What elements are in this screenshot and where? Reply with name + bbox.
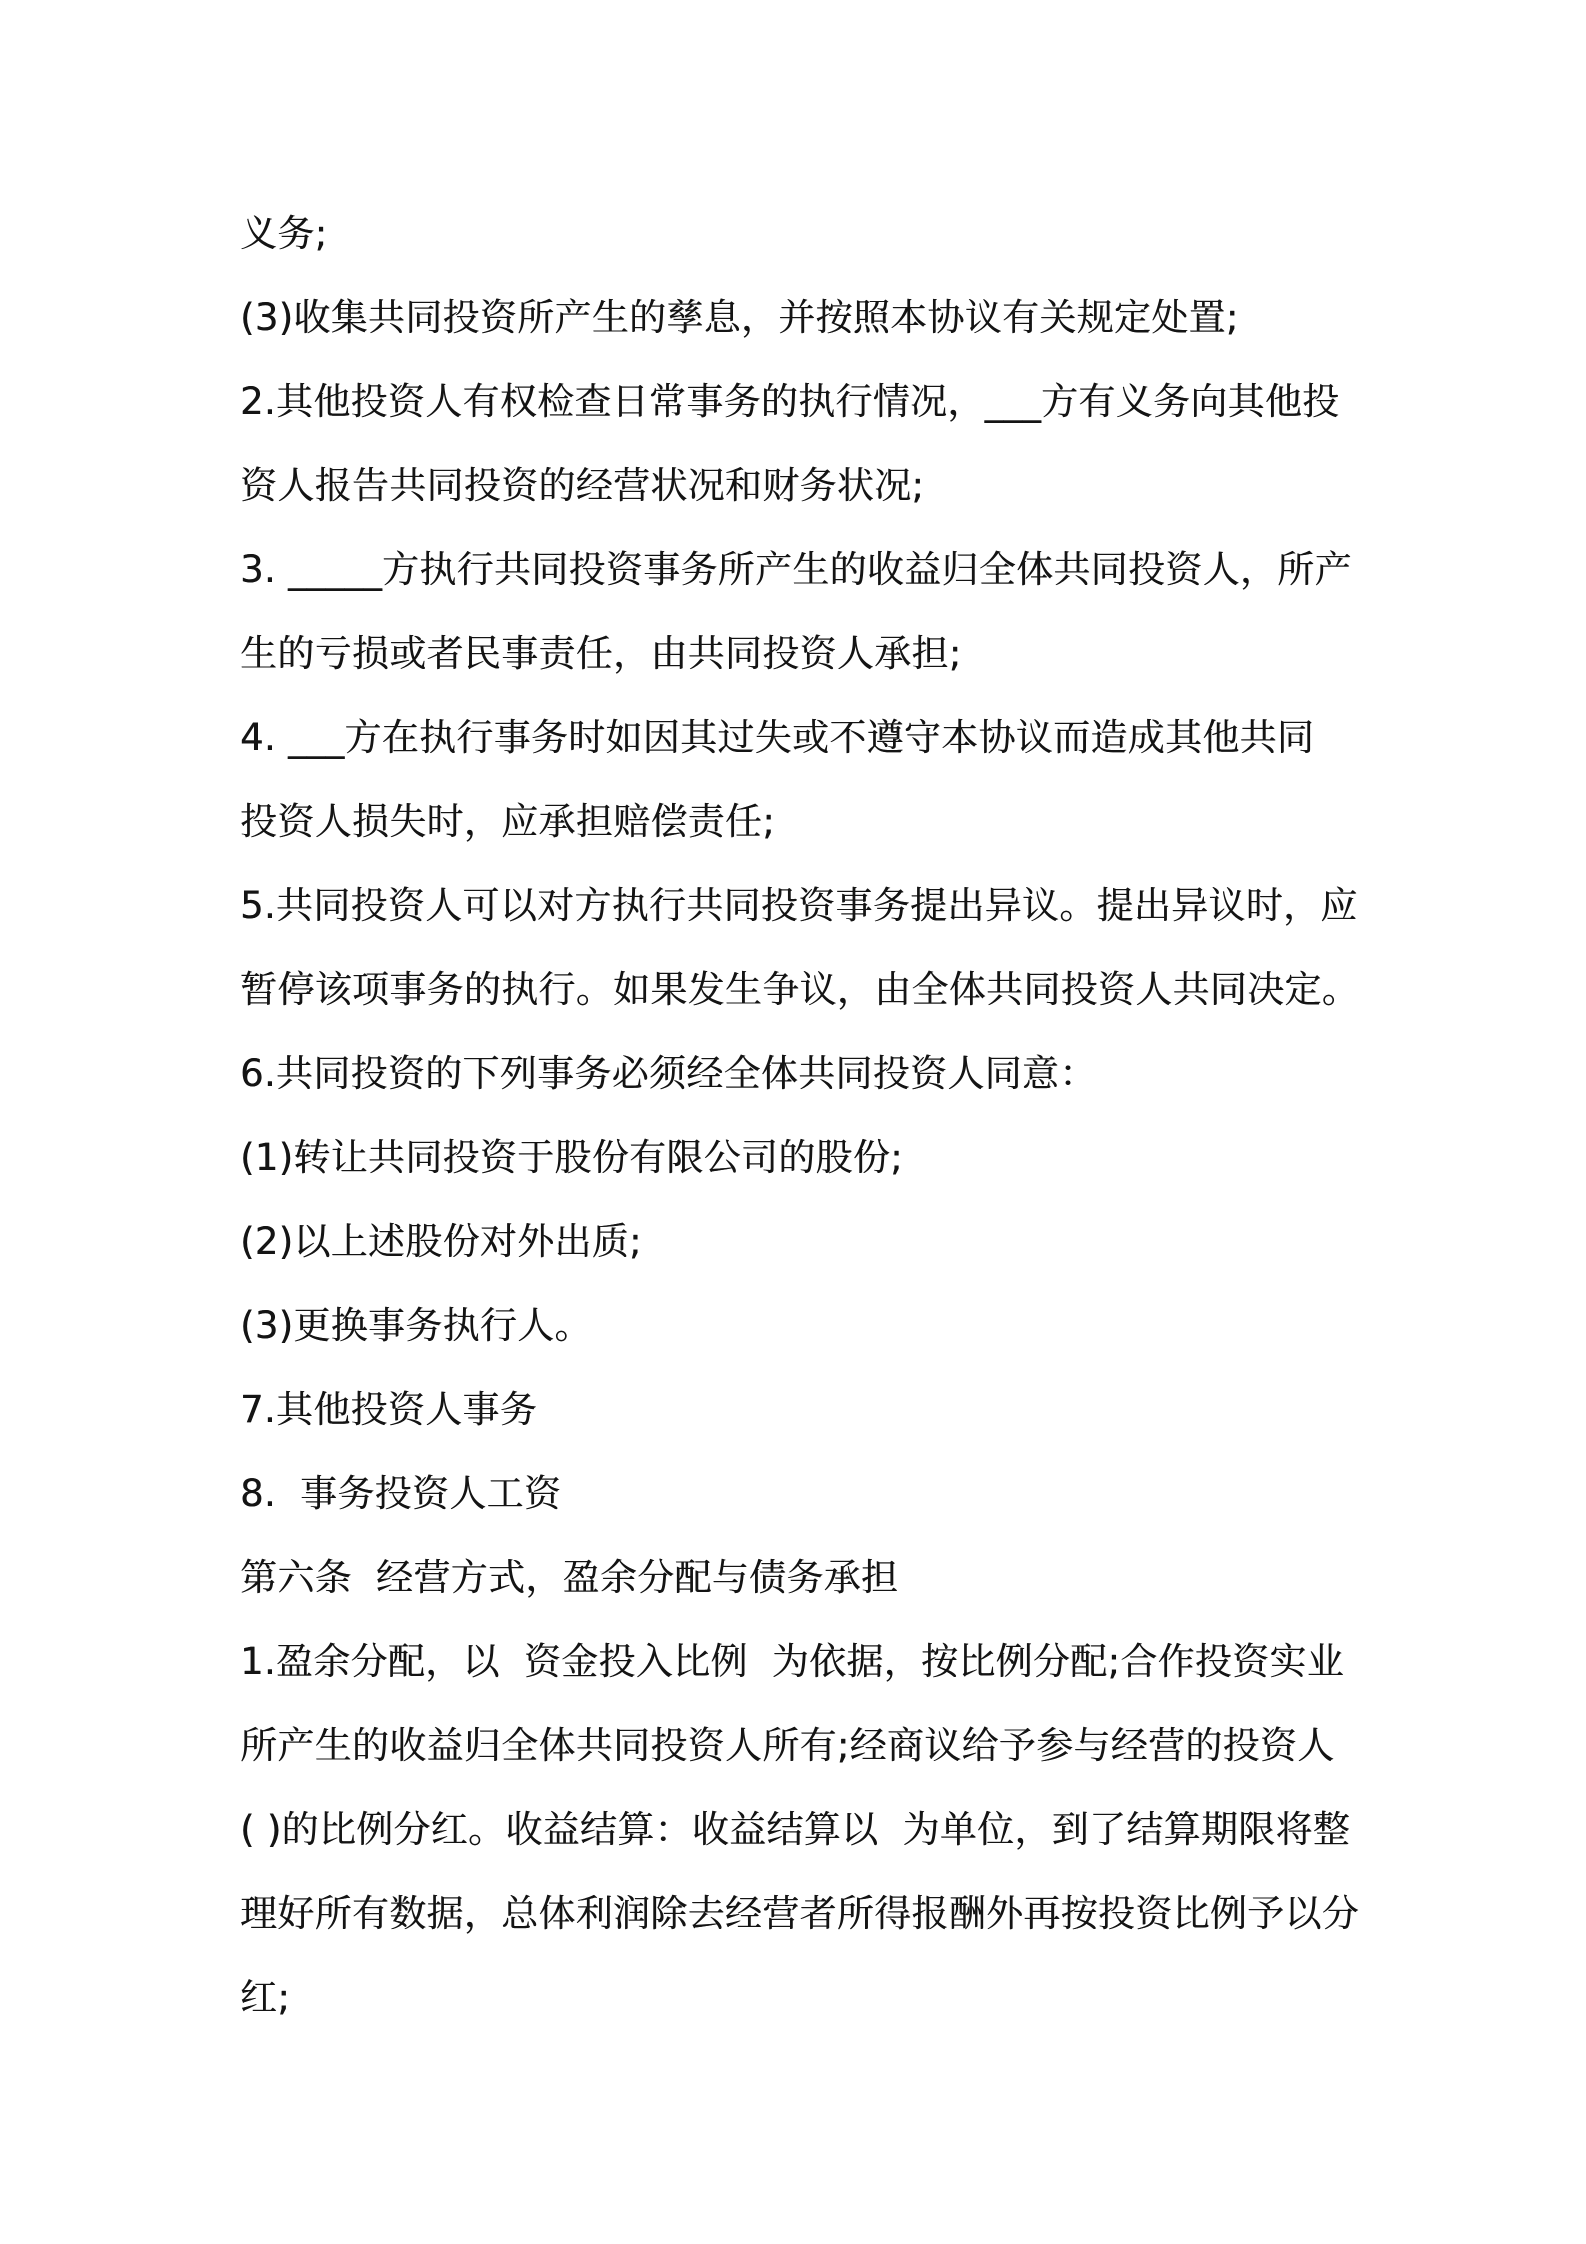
text-line-clause-6: 6.共同投资的下列事务必须经全体共同投资人同意：	[240, 1052, 1097, 1095]
text-line-clause-4-cont: 投资人损失时，应承担赔偿责任;	[240, 800, 775, 843]
text-line-clause-4: 4. ___方在执行事务时如因其过失或不遵守本协议而造成其他共同	[240, 716, 1315, 759]
text-line-clause-8: 8. 事务投资人工资	[240, 1472, 562, 1515]
document-body	[240, 192, 1360, 2040]
text-line-clause-6-item-3: (3)更换事务执行人。	[240, 1304, 592, 1347]
text-line-profit-distribution-cont-4: 红;	[240, 1976, 291, 2019]
text-line-clause-7: 7.其他投资人事务	[240, 1388, 538, 1431]
text-line-clause-3: 3. _____方执行共同投资事务所产生的收益归全体共同投资人，所产	[240, 548, 1352, 591]
text-line-profit-distribution-cont-3: 理好所有数据，总体利润除去经营者所得报酬外再按投资比例予以分	[240, 1892, 1359, 1935]
text-line-obligations: 义务;	[240, 212, 328, 255]
text-line-profit-distribution-cont-1: 所产生的收益归全体共同投资人所有;经商议给予参与经营的投资人	[240, 1724, 1335, 1767]
text-line-clause-2-cont: 资人报告共同投资的经营状况和财务状况;	[240, 464, 925, 507]
text-line-clause-5: 5.共同投资人可以对方执行共同投资事务提出异议。提出异议时，应	[240, 884, 1358, 927]
text-line-profit-distribution-cont-2: ( )的比例分红。收益结算：收益结算以 为单位，到了结算期限将整	[240, 1808, 1351, 1851]
text-line-clause-2: 2.其他投资人有权检查日常事务的执行情况，___方有义务向其他投	[240, 380, 1340, 423]
text-line-profit-distribution: 1.盈余分配，以 资金投入比例 为依据，按比例分配;合作投资实业	[240, 1640, 1345, 1683]
text-line-clause-6-item-1: (1)转让共同投资于股份有限公司的股份;	[240, 1136, 903, 1179]
text-line-clause-3-cont: 生的亏损或者民事责任，由共同投资人承担;	[240, 632, 962, 675]
text-line-clause-6-item-2: (2)以上述股份对外出质;	[240, 1220, 642, 1263]
text-line-clause-5-cont: 暂停该项事务的执行。如果发生争议，由全体共同投资人共同决定。	[240, 968, 1359, 1011]
section-heading-article-6: 第六条 经营方式，盈余分配与债务承担	[240, 1556, 899, 1599]
text-line-item-3-collect-interest: (3)收集共同投资所产生的孳息，并按照本协议有关规定处置;	[240, 296, 1239, 339]
